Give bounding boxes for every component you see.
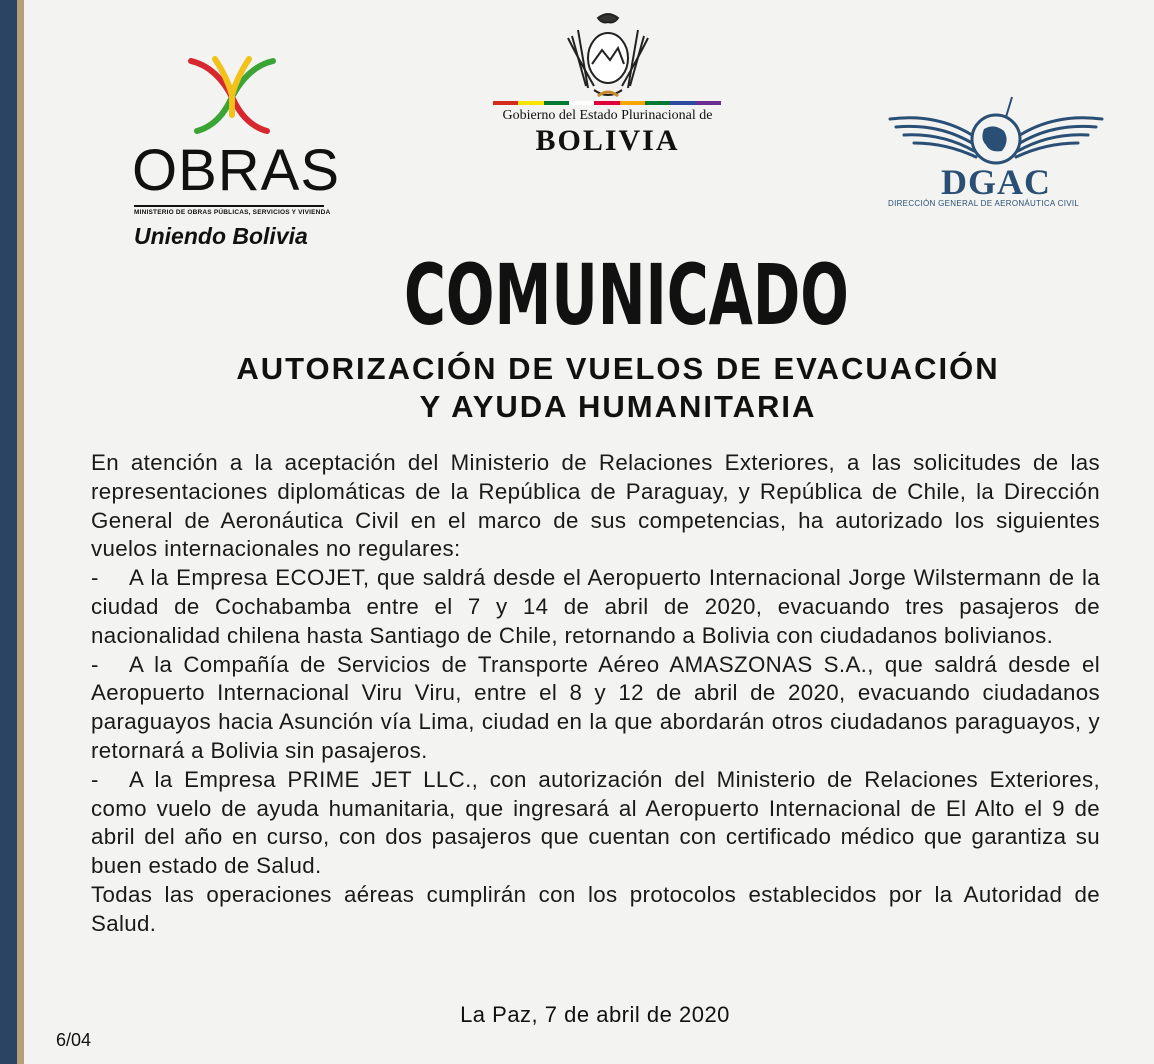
dgac-wordmark: DGAC <box>941 162 1051 202</box>
list-item <box>91 651 1100 766</box>
bolivia-government-logo <box>490 8 725 158</box>
flag-color-stripe <box>493 101 721 105</box>
list-item-text: A la Compañía de Servicios de Transporte Aéreo AMASZONAS S.A., que saldrá desde el Aeropuerto Internacional Viru Viru, entre el 8 y 12 de abril de 2020, evacuando ciudadanos paraguayos hacia Asunción vía Lima, ciudad en la que abordarán otros ciudadanos paraguayos, y retornará a Bolivia sin pasajeros. <box>91 651 1100 763</box>
winged-emblem-icon <box>886 95 1106 170</box>
list-bullet: - <box>91 651 99 677</box>
government-label: Gobierno del Estado Plurinacional de <box>502 108 713 123</box>
page-code: 6/04 <box>56 1030 92 1050</box>
left-accent-bar <box>0 0 17 1064</box>
dgac-logo <box>886 95 1106 215</box>
obras-ministry-name: MINISTERIO DE OBRAS PÚBLICAS, SERVICIOS Y VIVIENDA <box>134 209 331 216</box>
document-body <box>91 449 1100 939</box>
obras-wordmark: OBRAS <box>132 138 341 203</box>
bolivia-wordmark: BOLIVIA <box>535 124 680 157</box>
list-item-text: A la Empresa ECOJET, que saldrá desde el Aeropuerto Internacional Jorge Wilstermann de la ciudad de Cochabamba entre el 7 y 14 de abril de 2020, evacuando tres pasajeros de nacionalidad chilena hasta Santiago de Chile, retornando a Bolivia con ciudadanos bolivianos. <box>91 565 1100 648</box>
list-bullet: - <box>91 565 99 591</box>
intro-paragraph: En atención a la aceptación del Ministerio de Relaciones Exteriores, a las solicitudes de las representaciones diplomáticas de la República de Paraguay, y República de Chile, la Dirección General de Aeronáutica Civil en el marco de sus competencias, ha autorizado los siguientes vuelos internacionales no regulares: <box>91 450 1100 562</box>
dgac-full-name: DIRECCIÓN GENERAL DE AERONÁUTICA CIVIL <box>888 199 1080 208</box>
left-accent-line <box>17 0 24 1064</box>
subtitle-line-2: Y AYUDA HUMANITARIA <box>419 389 817 424</box>
list-item-text: A la Empresa PRIME JET LLC., con autorización del Ministerio de Relaciones Exteriores, como vuelo de ayuda humanitaria, que ingresará al Aeropuerto Internacional de El Alto el 9 de abril del año en curso, con dos pasajeros que cuentan con certificado médico que garantiza su buen estado de Salud. <box>91 766 1100 879</box>
obras-x-icon <box>187 55 277 135</box>
closing-paragraph: Todas las operaciones aéreas cumplirán con los protocolos establecidos por la Autoridad de Salud. <box>91 881 1100 936</box>
subtitle-line-1: AUTORIZACIÓN DE VUELOS DE EVACUACIÓN <box>236 351 1000 386</box>
page-title: COMUNICADO <box>404 246 849 344</box>
obras-slogan: Uniendo Bolivia <box>134 223 308 249</box>
list-item <box>91 766 1100 881</box>
place-and-date: La Paz, 7 de abril de 2020 <box>460 1002 730 1027</box>
coat-of-arms-icon <box>558 8 658 108</box>
obras-logo <box>132 55 341 255</box>
list-item <box>91 564 1100 650</box>
document-subtitle <box>140 350 1096 426</box>
list-bullet: - <box>91 766 99 792</box>
obras-divider <box>134 205 324 207</box>
